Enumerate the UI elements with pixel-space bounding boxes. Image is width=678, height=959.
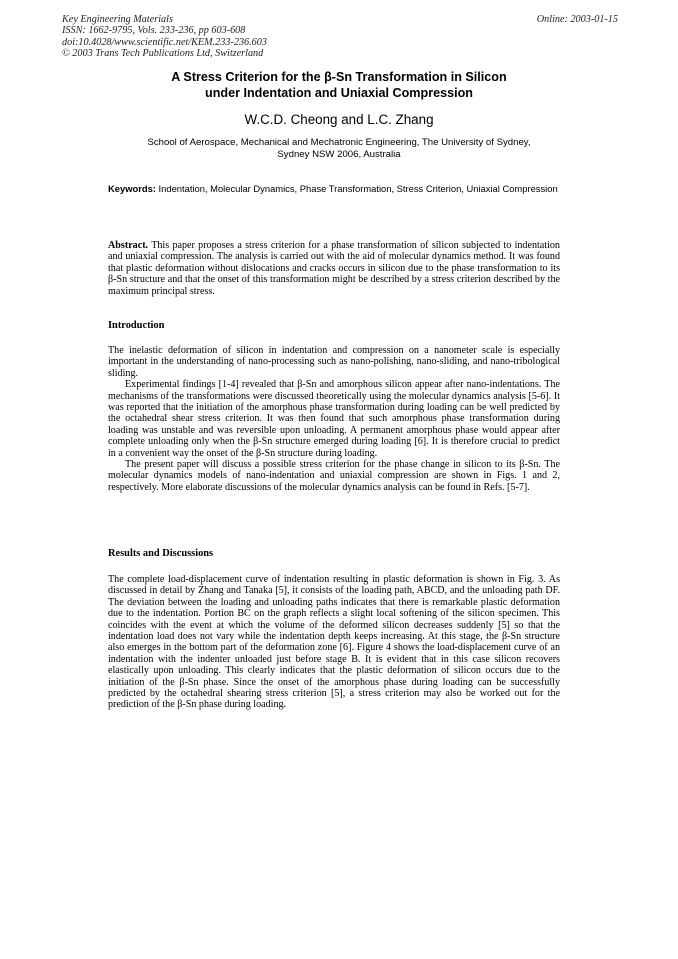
results-paragraph-1: The complete load-displacement curve of indentation resulting in plastic deformation is shown in Fig. 3. As discussed in detail by Zhang and Tanaka [5], it consists of the loading path, ABCD, and the unloading path DF. The deviation between the loading and unloading paths indicates that there is remarkable plastic deformation due to the indentation. Portion BC on the graph reflects a slight local softening of the silicon specimen. This coincides with the event at which the volume of the deformed silicon decreases suddenly [5] so that the indentation load does not vary while the indentation depth keeps increasing. At this stage, the β-Sn structure also emerges in the bottom part of the deformation zone [6]. Figure 4 shows the load-displacement curve of an indentation with the indenter unloaded just before stage B. It is evident that in this case silicon recovers elastically upon unloading. This clearly indicates that the plastic deformation of silicon occurs due to the initiation of the β-Sn phase. Since the onset of the amorphous phase during loading can be successfully predicted by the octahedral shearing stress criterion [5], a stress criterion may also be worked out for the prediction of the β-Sn phase during loading. (108, 574, 560, 711)
title-line-1: A Stress Criterion for the β-Sn Transformation in Silicon (171, 70, 507, 84)
title-line-2: under Indentation and Uniaxial Compression (205, 85, 473, 100)
keywords (108, 183, 562, 195)
journal-name: Key Engineering Materials (62, 14, 173, 25)
affiliation (100, 137, 578, 162)
results-body (108, 574, 560, 711)
introduction-body (108, 345, 560, 493)
intro-paragraph-3: The present paper will discuss a possible stress criterion for the phase change in silicon to its β-Sn. The molecular dynamics models of nano-indentation and uniaxial compression are shown in Figs. 1 and 2, respectively. More elaborate discussions of the molecular dynamics analysis can be found in Refs. [5-7]. (108, 459, 560, 493)
issn-line: ISSN: 1662-9795, Vols. 233-236, pp 603-608 (62, 25, 246, 37)
abstract (108, 240, 560, 297)
doi-line: doi:10.4028/www.scientific.net/KEM.233-236.603 (62, 36, 267, 48)
introduction-heading: Introduction (108, 320, 165, 331)
paper-title (62, 70, 616, 101)
keywords-text: Indentation, Molecular Dynamics, Phase Transformation, Stress Criterion, Uniaxial Compression (158, 183, 558, 194)
copyright-line: © 2003 Trans Tech Publications Ltd, Switzerland (62, 48, 264, 60)
affiliation-line-1: School of Aerospace, Mechanical and Mechatronic Engineering, The University of Sydney, (147, 137, 531, 148)
abstract-text: This paper proposes a stress criterion for a phase transformation of silicon subjected to indentation and uniaxial compression. The analysis is carried out with the aid of molecular dynamics method. It was found that plastic deformation without dislocations and cracks occurs in silicon due to the phase transformation to its β-Sn structure and that the onset of this transformation might be described by a stress criterion described by the maximum principal stress. (108, 240, 560, 297)
online-date: Online: 2003-01-15 (536, 14, 618, 25)
intro-paragraph-2: Experimental findings [1-4] revealed that β-Sn and amorphous silicon appear after nano-indentations. The mechanisms of the transformations were discussed theoretically using the molecular dynamics analysis [5-6]. It was reported that the initiation of the amorphous phase transformation during loading can be well predicted by the octahedral shear stress criterion. It was then found that such amorphous phase transformation during loading was unstable and was reversible upon unloading. A permanent amorphous phase would appear after complete unloading only when the β-Sn structure emerged during loading [6]. It is therefore crucial to predict in a convenient way the onset of the β-Sn structure during loading. (108, 379, 560, 459)
intro-paragraph-1: The inelastic deformation of silicon in indentation and compression on a nanometer scale is especially important in the understanding of nano-processing such as nano-polishing, nano-sliding, and nano-tribological sliding. (108, 345, 560, 379)
journal-header (62, 14, 267, 60)
results-heading: Results and Discussions (108, 548, 214, 559)
affiliation-line-2: Sydney NSW 2006, Australia (277, 149, 401, 161)
authors: W.C.D. Cheong and L.C. Zhang (244, 112, 434, 127)
abstract-label: Abstract. (108, 240, 149, 251)
keywords-label: Keywords: (108, 183, 156, 194)
